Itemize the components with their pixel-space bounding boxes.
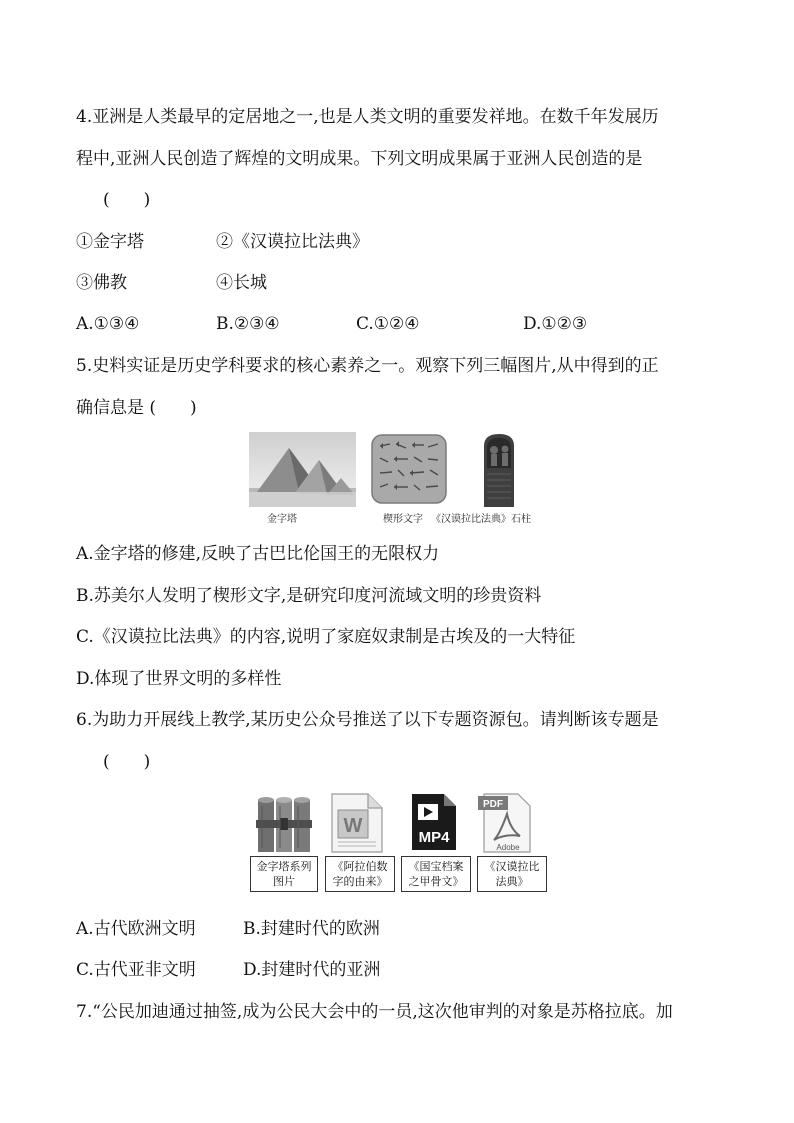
q5-option-b: B.苏美尔人发明了楔形文字,是研究印度河流域文明的珍贵资料 [76, 586, 542, 606]
pdf-document-icon [476, 792, 534, 854]
q4-answer-bracket: ( ) [103, 190, 151, 210]
adobe-icon-label: Adobe [496, 843, 520, 852]
resource-label-line1: 金字塔系列 [256, 860, 312, 873]
q6-option-a: A.古代欧洲文明 [76, 919, 196, 939]
q6-option-c: C.古代亚非文明 [76, 960, 196, 980]
q4-item-1: ①金字塔 [76, 232, 144, 252]
q4-option-c: C.①②④ [356, 314, 420, 334]
q4-option-d: D.①②③ [523, 314, 588, 334]
cuneiform-tablet-photo [368, 432, 450, 507]
q5-option-a: A.金字塔的修建,反映了古巴比伦国王的无限权力 [76, 544, 440, 564]
pyramid-photo [249, 432, 356, 507]
q6-answer-bracket: ( ) [103, 752, 151, 772]
q4-option-a: A.①③④ [76, 314, 140, 334]
word-icon-letter: W [343, 815, 363, 837]
hammurabi-stele-photo [470, 432, 528, 507]
word-document-icon [328, 792, 386, 854]
resource-label-line1: 《国宝档案 [408, 860, 464, 873]
q5-option-d: D.体现了世界文明的多样性 [76, 669, 282, 689]
q4-stem-line1: 4.亚洲是人类最早的定居地之一,也是人类文明的重要发祥地。在数千年发展历 [76, 107, 659, 127]
resource-label-line2: 字的由来》 [332, 875, 388, 888]
mp4-icon-label: MP4 [418, 829, 450, 846]
q5-option-c: C.《汉谟拉比法典》的内容,说明了家庭奴隶制是古埃及的一大特征 [76, 627, 576, 647]
q6-stem-line1: 6.为助力开展线上教学,某历史公众号推送了以下专题资源包。请判断该专题是 [76, 710, 659, 730]
q6-option-d: D.封建时代的亚洲 [243, 960, 381, 980]
q5-stem-line1: 5.史料实证是历史学科要求的核心素养之一。观察下列三幅图片,从中得到的正 [76, 356, 659, 376]
resource-label-line2: 法典》 [495, 875, 529, 888]
pdf-icon-label: PDF [483, 799, 503, 810]
resource-label-line2: 之甲骨文》 [408, 875, 464, 888]
q4-item-2: ②《汉谟拉比法典》 [216, 232, 369, 252]
resource-label-arabic-numerals [325, 856, 395, 892]
q4-option-b: B.②③④ [216, 314, 280, 334]
resource-label-hammurabi-code [477, 856, 547, 892]
resource-label-pyramid-images [250, 856, 318, 892]
mp4-video-icon [406, 792, 460, 852]
q4-item-4: ④长城 [216, 273, 267, 293]
resource-label-oracle-bones [401, 856, 471, 892]
caption-stele: 《汉谟拉比法典》石柱 [431, 514, 531, 525]
q7-stem-line1: 7.“公民加迪通过抽签,成为公民大会中的一员,这次他审判的对象是苏格拉底。加 [76, 1002, 673, 1022]
caption-cuneiform: 楔形文字 [383, 514, 423, 525]
q5-stem-line2: 确信息是 ( ) [76, 398, 197, 418]
resource-label-line2: 图片 [273, 875, 295, 888]
q6-option-b: B.封建时代的欧洲 [243, 919, 380, 939]
archive-books-icon [256, 792, 314, 854]
q4-stem-line2: 程中,亚洲人民创造了辉煌的文明成果。下列文明成果属于亚洲人民创造的是 [76, 149, 643, 169]
resource-label-line1: 《阿拉伯数 [332, 860, 388, 873]
caption-pyramid: 金字塔 [267, 514, 297, 525]
resource-label-line1: 《汉谟拉比 [484, 860, 540, 873]
q4-item-3: ③佛教 [76, 273, 127, 293]
